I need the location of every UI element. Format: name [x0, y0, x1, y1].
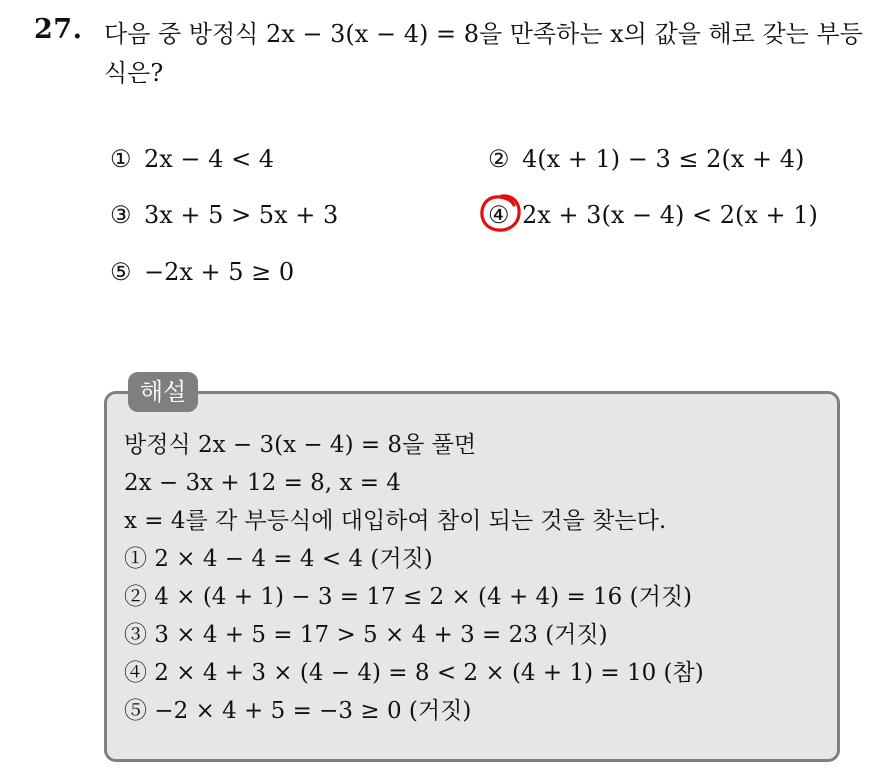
- choice-expression: 3x + 5 > 5x + 3: [144, 201, 339, 229]
- choice-number: ②: [488, 145, 510, 173]
- choice-expression: 4(x + 1) − 3 ≤ 2(x + 4): [522, 145, 805, 173]
- solution-line: ② 4 × (4 + 1) − 3 = 17 ≤ 2 × (4 + 4) = 16 (거짓): [124, 584, 693, 610]
- choice-5[interactable]: [110, 257, 294, 287]
- choice-number: ③: [110, 201, 132, 229]
- question-number: 27.: [34, 14, 83, 45]
- choice-3[interactable]: [110, 200, 338, 230]
- choice-number: ④: [488, 201, 510, 229]
- solution-line: ③ 3 × 4 + 5 = 17 > 5 × 4 + 3 = 23 (거짓): [124, 622, 608, 648]
- choice-number: ⑤: [110, 258, 132, 286]
- choice-expression: 2x − 4 < 4: [144, 145, 275, 173]
- choice-expression: 2x + 3(x − 4) < 2(x + 1): [522, 201, 818, 229]
- choice-number: ①: [110, 145, 132, 173]
- solution-line: x = 4를 각 부등식에 대입하여 참이 되는 것을 찾는다.: [124, 508, 667, 534]
- solution-tab: 해설: [128, 372, 198, 412]
- solution-line: ④ 2 × 4 + 3 × (4 − 4) = 8 < 2 × (4 + 1) = 10 (참): [124, 660, 704, 686]
- solution-lines: [124, 426, 824, 730]
- choice-2[interactable]: [488, 144, 804, 174]
- choice-4[interactable]: [488, 200, 818, 230]
- solution-line: ⑤ −2 × 4 + 5 = −3 ≥ 0 (거짓): [124, 698, 472, 724]
- question-text: 다음 중 방정식 2x − 3(x − 4) = 8을 만족하는 x의 값을 해로 갖는 부등식은?: [104, 20, 863, 87]
- solution-line: 방정식 2x − 3(x − 4) = 8을 풀면: [124, 432, 477, 458]
- solution-line: 2x − 3x + 12 = 8, x = 4: [124, 470, 401, 496]
- choice-1[interactable]: [110, 144, 274, 174]
- choice-expression: −2x + 5 ≥ 0: [144, 258, 295, 286]
- solution-line: ① 2 × 4 − 4 = 4 < 4 (거짓): [124, 546, 433, 572]
